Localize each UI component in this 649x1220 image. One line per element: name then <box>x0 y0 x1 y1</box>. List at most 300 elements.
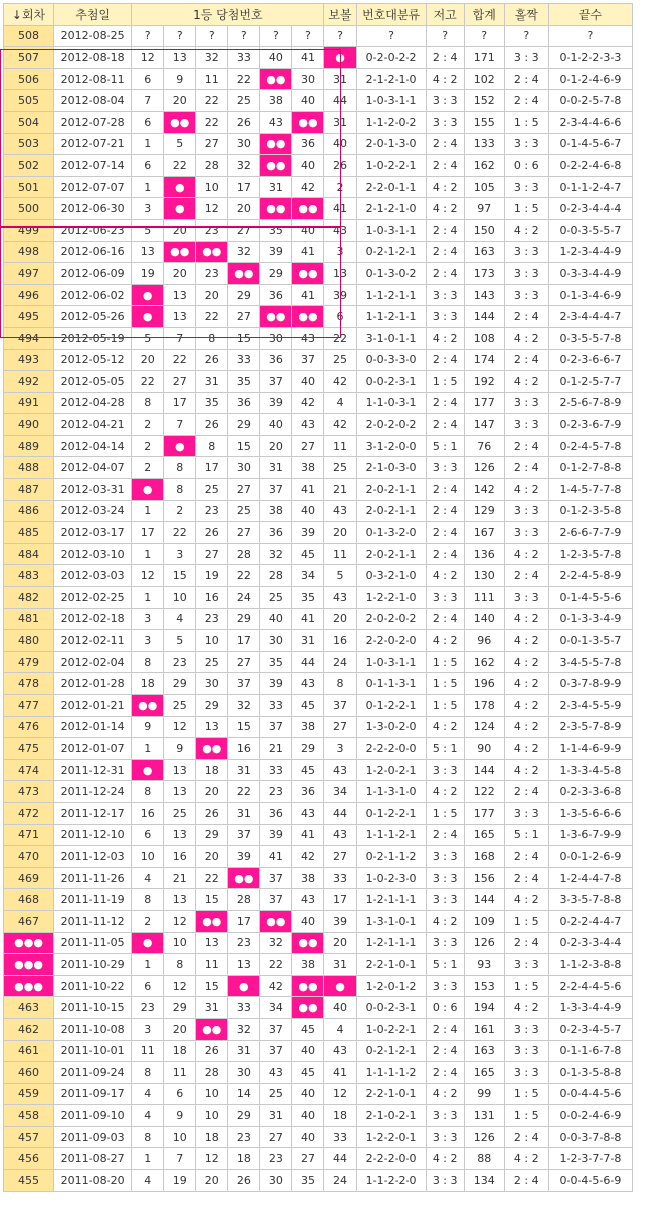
low-high-ratio: 0 : 6 <box>426 997 464 1019</box>
round-number: 499 <box>4 219 54 241</box>
winning-number: 31 <box>228 802 260 824</box>
winning-number: 10 <box>196 1083 228 1105</box>
winning-number: 24 <box>228 587 260 609</box>
table-row <box>4 1126 633 1148</box>
end-digits: 1-3-6-7-9-9 <box>548 824 632 846</box>
bonus-number: ? <box>324 25 356 47</box>
round-number: 472 <box>4 802 54 824</box>
winning-number: 37 <box>260 716 292 738</box>
range-class: 1-2-2-1-0 <box>356 587 426 609</box>
end-digits: 3-3-5-7-8-8 <box>548 889 632 911</box>
end-digits: 1-1-2-3-8-8 <box>548 954 632 976</box>
winning-number: 18 <box>196 1126 228 1148</box>
winning-number: 16 <box>228 738 260 760</box>
draw-date: 2011-08-20 <box>54 1170 132 1192</box>
winning-number: 18 <box>196 759 228 781</box>
table-row <box>4 1170 633 1192</box>
winning-number: 22 <box>164 349 196 371</box>
draw-date: 2012-02-11 <box>54 630 132 652</box>
winning-number: 3 <box>132 630 164 652</box>
winning-number: 28 <box>196 155 228 177</box>
table-row <box>4 90 633 112</box>
winning-number: 12 <box>196 1148 228 1170</box>
winning-number: 1 <box>132 738 164 760</box>
draw-date: 2012-04-28 <box>54 392 132 414</box>
winning-number: 35 <box>228 371 260 393</box>
end-digits: 0-2-3-3-6-8 <box>548 781 632 803</box>
number-sum: 153 <box>464 975 504 997</box>
odd-even-ratio: 1 : 5 <box>504 198 548 220</box>
table-row <box>4 176 633 198</box>
draw-date: 2011-11-05 <box>54 932 132 954</box>
range-class: 1-1-1-1-2 <box>356 1062 426 1084</box>
end-digits: 0-1-2-4-6-9 <box>548 68 632 90</box>
table-row <box>4 781 633 803</box>
winning-number: 30 <box>228 457 260 479</box>
winning-number: 8 <box>132 392 164 414</box>
odd-even-ratio: 4 : 2 <box>504 738 548 760</box>
low-high-ratio: 3 : 3 <box>426 867 464 889</box>
number-sum: 177 <box>464 802 504 824</box>
winning-number: 11 <box>164 1062 196 1084</box>
winning-number: 38 <box>292 954 324 976</box>
number-sum: 192 <box>464 371 504 393</box>
table-row <box>4 954 633 976</box>
draw-date: 2012-08-04 <box>54 90 132 112</box>
range-class: 1-0-2-2-1 <box>356 155 426 177</box>
winning-number: 38 <box>292 457 324 479</box>
odd-even-ratio: 4 : 2 <box>504 327 548 349</box>
winning-number: 26 <box>196 802 228 824</box>
lotto-results-table <box>3 3 633 1192</box>
winning-number: 6 <box>132 68 164 90</box>
range-class: 0-0-3-3-0 <box>356 349 426 371</box>
table-row <box>4 1083 633 1105</box>
table-row <box>4 565 633 587</box>
draw-date: 2011-09-10 <box>54 1105 132 1127</box>
range-class: 1-1-1-2-1 <box>356 824 426 846</box>
winning-number: 40 <box>292 500 324 522</box>
bonus-number: 42 <box>324 414 356 436</box>
winning-number: ●● <box>260 910 292 932</box>
odd-even-ratio: 3 : 3 <box>504 522 548 544</box>
draw-date: 2011-11-19 <box>54 889 132 911</box>
draw-date: 2012-02-18 <box>54 608 132 630</box>
winning-number: 15 <box>228 327 260 349</box>
draw-date: 2011-10-15 <box>54 997 132 1019</box>
winning-number: 43 <box>260 1062 292 1084</box>
draw-date: 2012-08-18 <box>54 47 132 69</box>
winning-number: 23 <box>260 781 292 803</box>
winning-number: 27 <box>228 651 260 673</box>
winning-number: 40 <box>292 910 324 932</box>
winning-number: 29 <box>260 263 292 285</box>
winning-number: 29 <box>228 608 260 630</box>
low-high-ratio: 4 : 2 <box>426 1083 464 1105</box>
draw-date: 2011-12-17 <box>54 802 132 824</box>
range-class: 2-1-2-1-0 <box>356 198 426 220</box>
low-high-ratio: 4 : 2 <box>426 910 464 932</box>
number-sum: 147 <box>464 414 504 436</box>
end-digits: 1-2-3-5-7-8 <box>548 543 632 565</box>
range-class: 2-1-2-1-0 <box>356 68 426 90</box>
header-round-sort[interactable]: ↓회차 <box>4 4 54 26</box>
winning-number: 40 <box>292 371 324 393</box>
end-digits: 0-2-3-6-7-9 <box>548 414 632 436</box>
winning-number: 13 <box>196 932 228 954</box>
low-high-ratio: 3 : 3 <box>426 1105 464 1127</box>
round-number: 490 <box>4 414 54 436</box>
low-high-ratio: 3 : 3 <box>426 1170 464 1192</box>
end-digits: 0-2-3-6-6-7 <box>548 349 632 371</box>
low-high-ratio: 2 : 4 <box>426 349 464 371</box>
winning-number: 20 <box>260 435 292 457</box>
low-high-ratio: 2 : 4 <box>426 479 464 501</box>
winning-number: 41 <box>292 47 324 69</box>
range-class: 0-2-0-2-2 <box>356 47 426 69</box>
winning-number: ●● <box>260 155 292 177</box>
winning-number: 41 <box>292 241 324 263</box>
winning-number: 41 <box>292 284 324 306</box>
range-class: 1-3-0-2-0 <box>356 716 426 738</box>
end-digits: 1-4-5-7-7-8 <box>548 479 632 501</box>
bonus-number: 33 <box>324 1126 356 1148</box>
range-class: 0-1-2-2-1 <box>356 802 426 824</box>
winning-number: 20 <box>196 284 228 306</box>
winning-number: 15 <box>228 435 260 457</box>
winning-number: 33 <box>260 759 292 781</box>
header-end-digits: 끝수 <box>548 4 632 26</box>
table-body <box>4 25 633 1191</box>
winning-number: 10 <box>196 176 228 198</box>
round-number: 479 <box>4 651 54 673</box>
range-class: 1-1-2-1-1 <box>356 284 426 306</box>
winning-number: 36 <box>260 284 292 306</box>
winning-number: 31 <box>260 1105 292 1127</box>
winning-number: 26 <box>196 522 228 544</box>
winning-number: 44 <box>292 651 324 673</box>
winning-number: ● <box>164 435 196 457</box>
number-sum: 196 <box>464 673 504 695</box>
winning-number: 22 <box>164 522 196 544</box>
end-digits: 0-0-3-5-5-7 <box>548 219 632 241</box>
odd-even-ratio: 4 : 2 <box>504 673 548 695</box>
number-sum: 161 <box>464 1018 504 1040</box>
draw-date: 2011-10-08 <box>54 1018 132 1040</box>
end-digits: ? <box>548 25 632 47</box>
winning-number: 37 <box>260 889 292 911</box>
table-row <box>4 824 633 846</box>
winning-number: ●● <box>292 198 324 220</box>
winning-number: 13 <box>164 781 196 803</box>
range-class: 2-0-2-1-1 <box>356 500 426 522</box>
low-high-ratio: 3 : 3 <box>426 90 464 112</box>
range-class: 0-2-1-2-1 <box>356 1040 426 1062</box>
low-high-ratio: 4 : 2 <box>426 630 464 652</box>
winning-number: 36 <box>260 802 292 824</box>
low-high-ratio: 4 : 2 <box>426 68 464 90</box>
round-number: 497 <box>4 263 54 285</box>
winning-number: 23 <box>228 1126 260 1148</box>
winning-number: 34 <box>260 997 292 1019</box>
winning-number: ●● <box>260 68 292 90</box>
odd-even-ratio: 3 : 3 <box>504 802 548 824</box>
number-sum: 96 <box>464 630 504 652</box>
winning-number: 36 <box>260 522 292 544</box>
bonus-number: 40 <box>324 133 356 155</box>
winning-number: ●● <box>228 867 260 889</box>
winning-number: 14 <box>228 1083 260 1105</box>
bonus-number: 31 <box>324 68 356 90</box>
winning-number: 6 <box>132 824 164 846</box>
range-class: 2-2-2-0-0 <box>356 738 426 760</box>
low-high-ratio: 4 : 2 <box>426 781 464 803</box>
winning-number: ●● <box>164 111 196 133</box>
winning-number: 38 <box>260 500 292 522</box>
odd-even-ratio: 2 : 4 <box>504 68 548 90</box>
range-class: 3-1-2-0-0 <box>356 435 426 457</box>
winning-number: 18 <box>228 1148 260 1170</box>
table-row <box>4 68 633 90</box>
winning-number: 45 <box>292 759 324 781</box>
odd-even-ratio: 4 : 2 <box>504 997 548 1019</box>
winning-number: 12 <box>164 910 196 932</box>
winning-number: 39 <box>260 241 292 263</box>
range-class: 3-1-0-1-1 <box>356 327 426 349</box>
low-high-ratio: 3 : 3 <box>426 457 464 479</box>
winning-number: 29 <box>228 414 260 436</box>
odd-even-ratio: 3 : 3 <box>504 284 548 306</box>
round-number: 500 <box>4 198 54 220</box>
low-high-ratio: 4 : 2 <box>426 1148 464 1170</box>
round-number: 504 <box>4 111 54 133</box>
winning-number: 28 <box>196 1062 228 1084</box>
odd-even-ratio: 2 : 4 <box>504 90 548 112</box>
winning-number: 29 <box>228 1105 260 1127</box>
odd-even-ratio: 4 : 2 <box>504 759 548 781</box>
draw-date: 2012-05-26 <box>54 306 132 328</box>
winning-number: ● <box>132 284 164 306</box>
draw-date: 2011-10-22 <box>54 975 132 997</box>
winning-number: ●● <box>292 975 324 997</box>
winning-number: 20 <box>196 1170 228 1192</box>
number-sum: 108 <box>464 327 504 349</box>
winning-number: ● <box>164 198 196 220</box>
round-number: ●●● <box>4 932 54 954</box>
number-sum: 126 <box>464 457 504 479</box>
table-row <box>4 630 633 652</box>
odd-even-ratio: 2 : 4 <box>504 846 548 868</box>
winning-number: 40 <box>292 90 324 112</box>
low-high-ratio: 2 : 4 <box>426 608 464 630</box>
draw-date: 2012-04-21 <box>54 414 132 436</box>
end-digits: 0-0-2-5-7-8 <box>548 90 632 112</box>
range-class: 1-2-1-1-1 <box>356 932 426 954</box>
bonus-number: 4 <box>324 392 356 414</box>
odd-even-ratio: 2 : 4 <box>504 781 548 803</box>
end-digits: 0-2-3-4-5-7 <box>548 1018 632 1040</box>
winning-number: 8 <box>132 1062 164 1084</box>
header-bonus: 보볼 <box>324 4 356 26</box>
winning-number: 13 <box>164 284 196 306</box>
end-digits: 1-2-3-4-4-9 <box>548 241 632 263</box>
winning-number: ●● <box>228 263 260 285</box>
odd-even-ratio: 4 : 2 <box>504 716 548 738</box>
low-high-ratio: 3 : 3 <box>426 759 464 781</box>
header-number-range-class: 번호대분류 <box>356 4 426 26</box>
range-class: 1-3-1-0-1 <box>356 910 426 932</box>
winning-number: 38 <box>292 867 324 889</box>
end-digits: 1-1-4-6-9-9 <box>548 738 632 760</box>
winning-number: 34 <box>292 565 324 587</box>
range-class: 2-0-2-1-1 <box>356 543 426 565</box>
draw-date: 2011-09-03 <box>54 1126 132 1148</box>
winning-number: 16 <box>196 587 228 609</box>
winning-number: 5 <box>132 327 164 349</box>
end-digits: 2-3-5-7-8-9 <box>548 716 632 738</box>
range-class: 1-1-2-0-2 <box>356 111 426 133</box>
winning-number: 4 <box>132 867 164 889</box>
table-row <box>4 932 633 954</box>
table-row <box>4 587 633 609</box>
winning-number: 43 <box>260 111 292 133</box>
number-sum: 173 <box>464 263 504 285</box>
winning-number: 27 <box>260 1126 292 1148</box>
table-row <box>4 155 633 177</box>
winning-number: 25 <box>196 651 228 673</box>
number-sum: 152 <box>464 90 504 112</box>
end-digits: 1-3-3-4-5-8 <box>548 759 632 781</box>
number-sum: 126 <box>464 932 504 954</box>
winning-number: 23 <box>196 219 228 241</box>
table-row <box>4 1040 633 1062</box>
bonus-number: 22 <box>324 327 356 349</box>
range-class: 0-1-3-2-0 <box>356 522 426 544</box>
draw-date: 2012-06-23 <box>54 219 132 241</box>
winning-number: 27 <box>196 543 228 565</box>
bonus-number: 8 <box>324 673 356 695</box>
winning-number: ● <box>132 759 164 781</box>
end-digits: 0-1-1-2-4-7 <box>548 176 632 198</box>
end-digits: 0-1-2-5-7-7 <box>548 371 632 393</box>
round-number: 503 <box>4 133 54 155</box>
number-sum: 111 <box>464 587 504 609</box>
winning-number: 43 <box>292 327 324 349</box>
round-number: 502 <box>4 155 54 177</box>
winning-number: 15 <box>228 716 260 738</box>
bonus-number: 31 <box>324 111 356 133</box>
winning-number: 19 <box>164 1170 196 1192</box>
winning-number: 20 <box>164 263 196 285</box>
header-winning-numbers: 1등 당첨번호 <box>132 4 324 26</box>
range-class: 0-2-1-1-2 <box>356 846 426 868</box>
winning-number: 29 <box>292 738 324 760</box>
table-row <box>4 608 633 630</box>
end-digits: 0-3-7-8-9-9 <box>548 673 632 695</box>
range-class: 2-2-0-2-0 <box>356 630 426 652</box>
draw-date: 2012-01-07 <box>54 738 132 760</box>
winning-number: 31 <box>260 176 292 198</box>
round-number: ●●● <box>4 954 54 976</box>
round-number: 459 <box>4 1083 54 1105</box>
range-class: 2-0-2-0-2 <box>356 414 426 436</box>
end-digits: 2-3-4-5-5-9 <box>548 695 632 717</box>
winning-number: 17 <box>164 392 196 414</box>
winning-number: 39 <box>292 522 324 544</box>
winning-number: 21 <box>260 738 292 760</box>
draw-date: 2012-01-21 <box>54 695 132 717</box>
winning-number: 32 <box>228 241 260 263</box>
range-class: 1-1-2-1-1 <box>356 306 426 328</box>
winning-number: 35 <box>292 1170 324 1192</box>
round-number: 489 <box>4 435 54 457</box>
number-sum: 165 <box>464 824 504 846</box>
draw-date: 2011-12-10 <box>54 824 132 846</box>
table-row <box>4 997 633 1019</box>
end-digits: 0-0-4-5-6-9 <box>548 1170 632 1192</box>
low-high-ratio: 5 : 1 <box>426 738 464 760</box>
winning-number: 22 <box>228 68 260 90</box>
odd-even-ratio: 3 : 3 <box>504 587 548 609</box>
low-high-ratio: 2 : 4 <box>426 522 464 544</box>
winning-number: 23 <box>132 997 164 1019</box>
odd-even-ratio: 3 : 3 <box>504 47 548 69</box>
number-sum: 134 <box>464 1170 504 1192</box>
number-sum: 162 <box>464 651 504 673</box>
end-digits: 1-2-3-7-7-8 <box>548 1148 632 1170</box>
winning-number: 37 <box>260 867 292 889</box>
winning-number: 42 <box>260 975 292 997</box>
winning-number: 37 <box>260 1018 292 1040</box>
table-row <box>4 1018 633 1040</box>
bonus-number: 24 <box>324 651 356 673</box>
winning-number: 36 <box>292 781 324 803</box>
end-digits: 0-1-2-3-5-8 <box>548 500 632 522</box>
table-row <box>4 198 633 220</box>
bonus-number: 11 <box>324 435 356 457</box>
winning-number: 40 <box>260 47 292 69</box>
range-class: 0-2-1-2-1 <box>356 241 426 263</box>
odd-even-ratio: 3 : 3 <box>504 500 548 522</box>
bonus-number: 43 <box>324 1040 356 1062</box>
end-digits: 2-2-4-5-8-9 <box>548 565 632 587</box>
number-sum: 124 <box>464 716 504 738</box>
winning-number: 39 <box>260 824 292 846</box>
winning-number: 22 <box>228 565 260 587</box>
winning-number: 40 <box>292 1040 324 1062</box>
table-row <box>4 327 633 349</box>
bonus-number: 33 <box>324 867 356 889</box>
draw-date: 2011-12-24 <box>54 781 132 803</box>
winning-number: 26 <box>228 111 260 133</box>
end-digits: 0-0-3-7-8-8 <box>548 1126 632 1148</box>
winning-number: 4 <box>164 608 196 630</box>
winning-number: 4 <box>132 1083 164 1105</box>
winning-number: 26 <box>196 1040 228 1062</box>
winning-number: ●● <box>196 1018 228 1040</box>
odd-even-ratio: 3 : 3 <box>504 414 548 436</box>
number-sum: 144 <box>464 759 504 781</box>
draw-date: 2012-06-09 <box>54 263 132 285</box>
end-digits: 2-3-4-4-6-6 <box>548 111 632 133</box>
odd-even-ratio: 3 : 3 <box>504 241 548 263</box>
winning-number: 28 <box>228 543 260 565</box>
winning-number: 43 <box>292 889 324 911</box>
winning-number: 17 <box>196 457 228 479</box>
winning-number: ●● <box>292 997 324 1019</box>
low-high-ratio: 2 : 4 <box>426 500 464 522</box>
number-sum: 142 <box>464 479 504 501</box>
